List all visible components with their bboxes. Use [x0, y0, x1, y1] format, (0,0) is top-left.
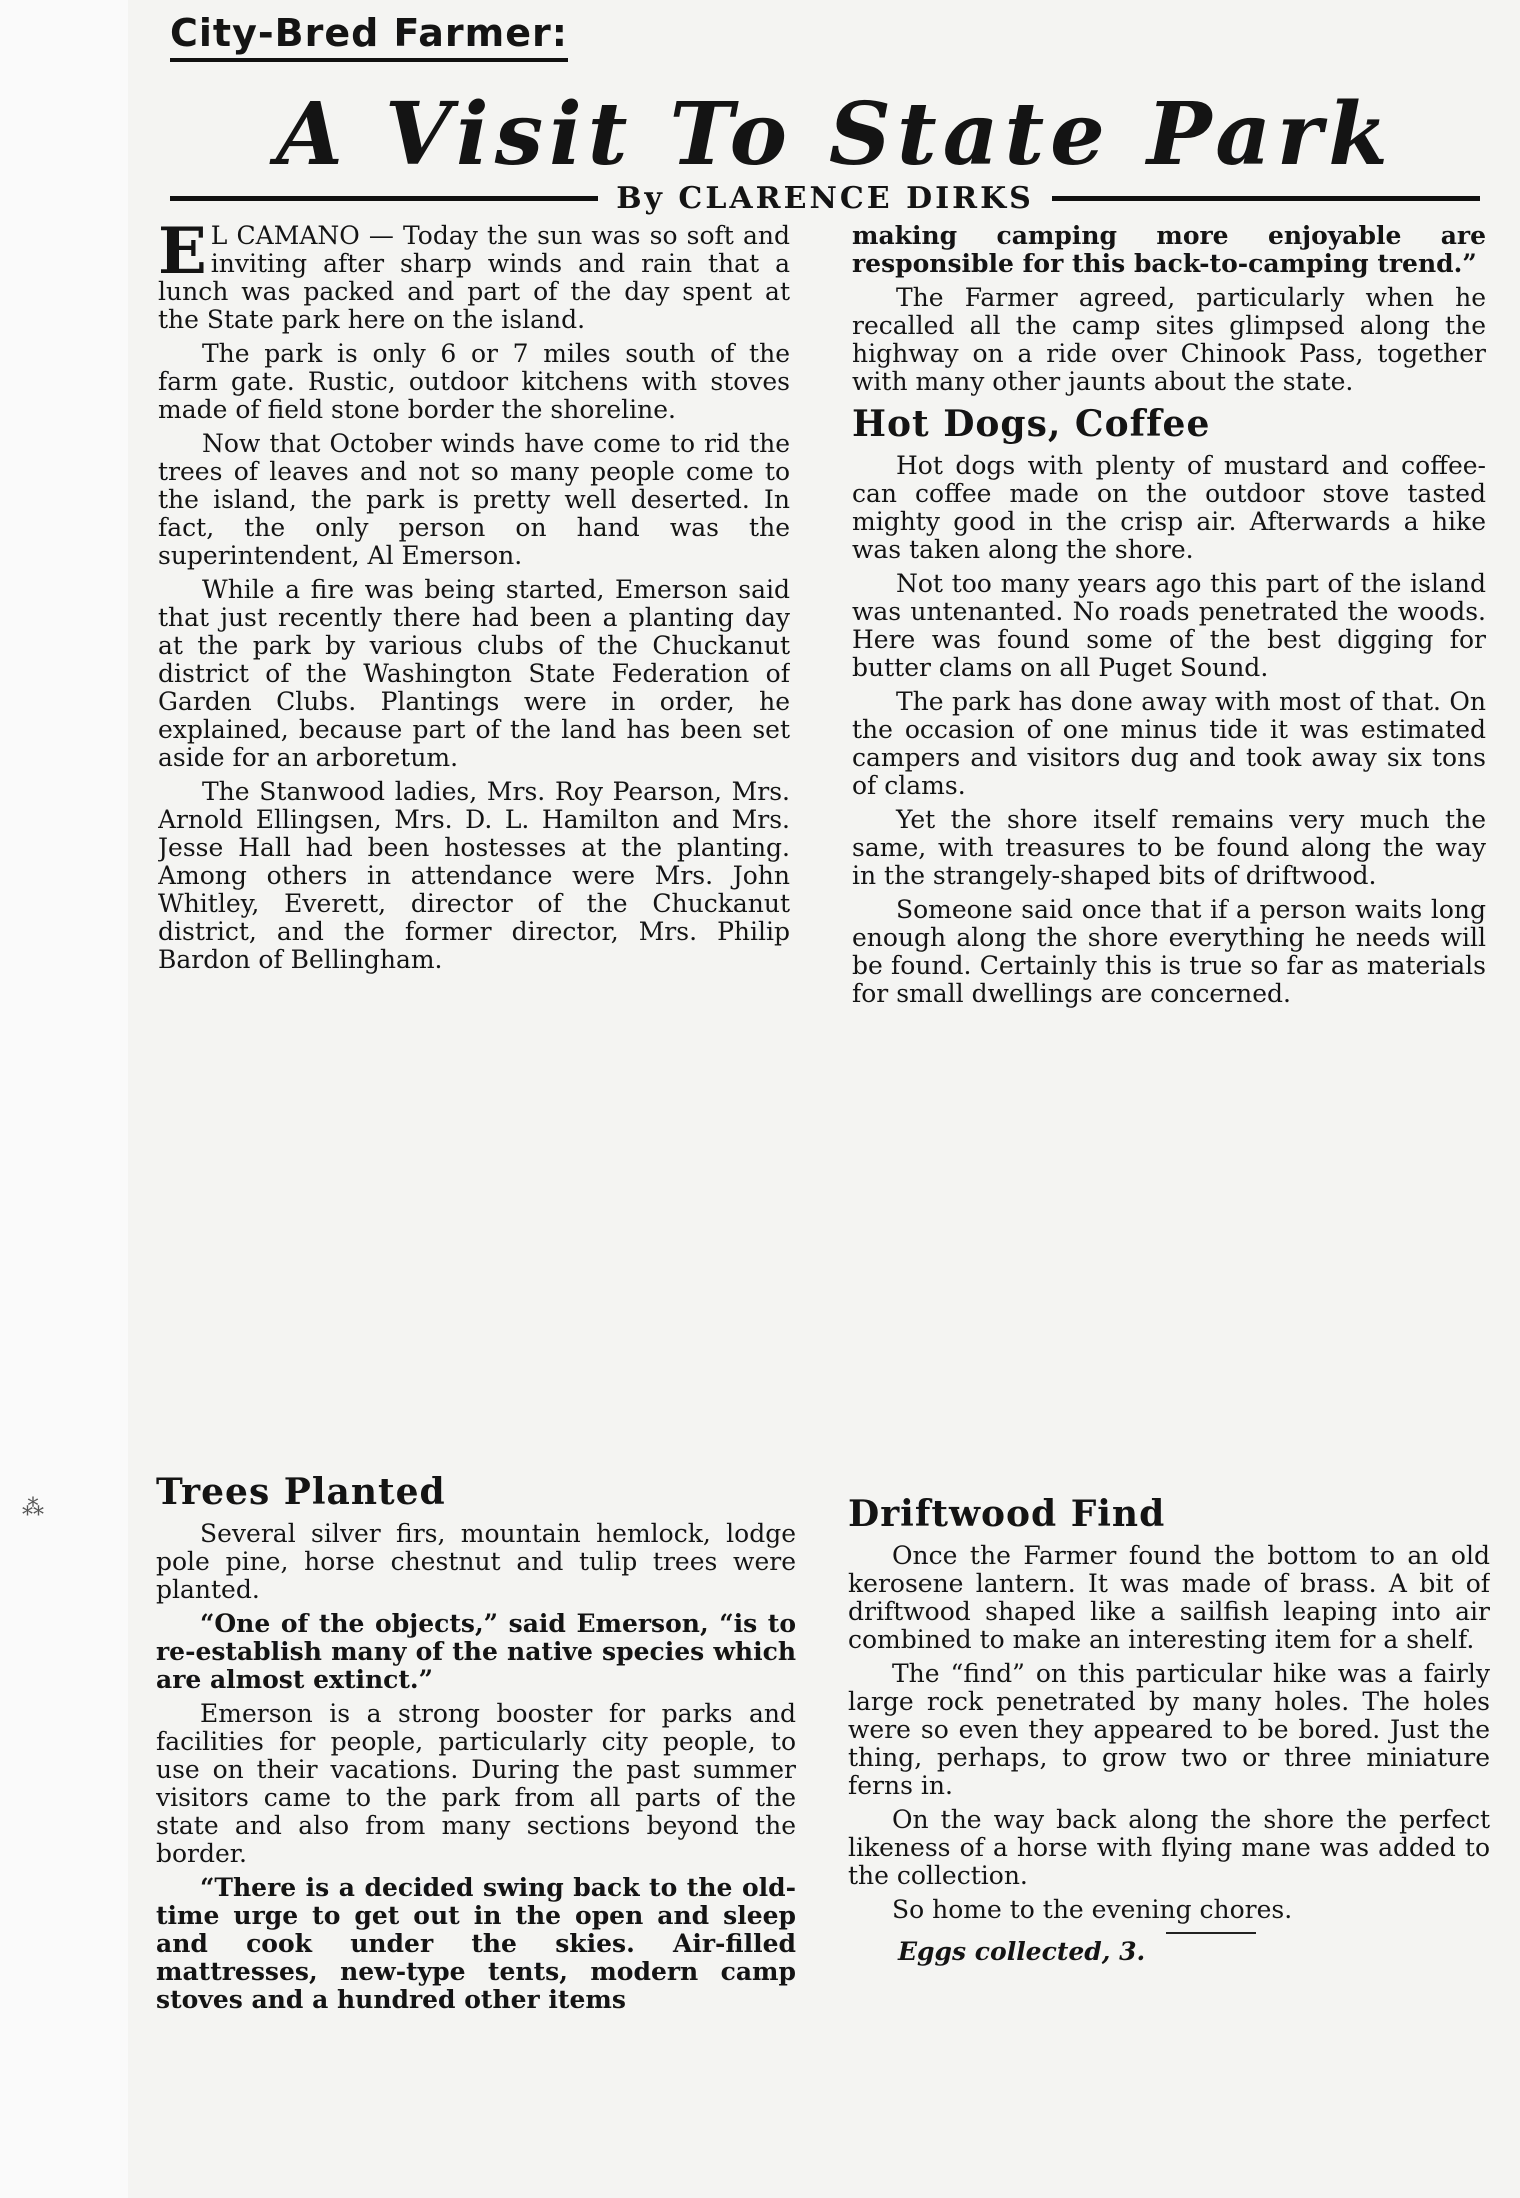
paragraph: Not too many years ago this part of the island was untenanted. No roads penetrated the woods. Here was found some of the best digging for butter clams on all Puget Sound. — [852, 569, 1486, 682]
headline: A Visit To State Park — [276, 84, 1394, 185]
paragraph: The “find” on this particular hike was a fairly large rock penetrated by many holes. The holes were so even they appeared to be bored. Just the thing, perhaps, to grow two or three miniature ferns in. — [848, 1659, 1490, 1800]
paragraph: Hot dogs with plenty of mustard and coffee-can coffee made on the outdoor stove tasted mighty good in the crisp air. Afterwards a hike was taken along the shore. — [852, 451, 1486, 564]
scan-margin — [0, 0, 128, 2198]
signoff: Eggs collected, 3. — [898, 1937, 1146, 1966]
column-left-bottom — [156, 1470, 796, 2198]
column-left-top — [158, 222, 790, 1427]
paragraph: Yet the shore itself remains very much the same, with treasures to be found along the way in the strangely-shaped bits of driftwood. — [852, 805, 1486, 890]
paragraph: Once the Farmer found the bottom to an old kerosene lantern. It was made of brass. A bit of driftwood shaped like a sailfish leaping into air combined to make an interesting item for a shelf. — [848, 1541, 1490, 1654]
kicker-heading: City-Bred Farmer: — [170, 12, 568, 62]
paragraph: The park is only 6 or 7 miles south of the farm gate. Rustic, outdoor kitchens with stoves made of field stone border the shoreline. — [158, 339, 790, 424]
subhead-trees-planted: Trees Planted — [156, 1471, 446, 1513]
paragraph: “There is a decided swing back to the old-time urge to get out in the open and sleep and cook under the skies. Air-filled mattresses, new-type tents, modern camp stoves and a hundred other items — [156, 1873, 796, 2014]
margin-mark: ⁂ — [22, 1496, 44, 1521]
paragraph: E L CAMANO — Today the sun was so soft and inviting after sharp winds and rain that a lunch was packed and part of the day spent at the State park here on the island. — [158, 222, 790, 334]
byline-rule-right — [1052, 196, 1480, 201]
paragraph: Emerson is a strong booster for parks and facilities for people, particularly city people, to use on their vacations. During the past summer visitors came to the park from all parts of the state and also from many sections beyond the border. — [156, 1699, 796, 1868]
paragraph: “One of the objects,” said Emerson, “is to re-establish many of the native species which are almost extinct.” — [156, 1609, 796, 1694]
paragraph: The Farmer agreed, particularly when he recalled all the camp sites glimpsed along the highway on a ride over Chinook Pass, together with many other jaunts about the state. — [852, 283, 1486, 396]
drop-cap: E — [158, 222, 207, 289]
subhead-driftwood-find: Driftwood Find — [848, 1493, 1166, 1535]
paragraph: So home to the evening chores. — [892, 1895, 1293, 1924]
paragraph: The park has done away with most of that. On the occasion of one minus tide it was estimated campers and visitors dug and took away six tons of clams. — [852, 687, 1486, 800]
byline — [170, 178, 1480, 218]
paragraph: Several silver firs, mountain hemlock, lodge pole pine, horse chestnut and tulip trees were planted. — [156, 1519, 796, 1604]
paragraph: While a fire was being started, Emerson said that just recently there had been a planting day at the park by various clubs of the Chuckanut district of the Washington State Federation of Garden Clubs. Plantings were in order, he explained, because part of the land has been set aside for an arboretum. — [158, 575, 790, 772]
paragraph: Someone said once that if a person waits long enough along the shore everything he needs will be found. Certainly this is true so far as materials for small dwellings are concerned. — [852, 895, 1486, 1008]
paragraph: making camping more enjoyable are responsible for this back-to-camping trend.” — [852, 222, 1486, 278]
byline-rule-left — [170, 196, 598, 201]
paragraph: Now that October winds have come to rid the trees of leaves and not so many people come to the island, the park is pretty well deserted. In fact, the only person on hand was the superintendent, Al Emerson. — [158, 429, 790, 570]
paragraph: On the way back along the shore the perfect likeness of a horse with flying mane was added to the collection. — [848, 1805, 1490, 1890]
subhead-hot-dogs: Hot Dogs, Coffee — [852, 403, 1211, 445]
end-rule — [1166, 1932, 1256, 1934]
byline-text: By CLARENCE DIRKS — [616, 180, 1034, 216]
column-right-bottom — [848, 1492, 1490, 2192]
paragraph: The Stanwood ladies, Mrs. Roy Pearson, Mrs. Arnold Ellingsen, Mrs. D. L. Hamilton and Mrs. Jesse Hall had been hostesses at the planting. Among others in attendance were Mrs. John Whitley, Everett, director of the Chuckanut district, and the former director, Mrs. Philip Bardon of Bellingham. — [158, 777, 790, 974]
column-right-top — [852, 222, 1486, 1462]
